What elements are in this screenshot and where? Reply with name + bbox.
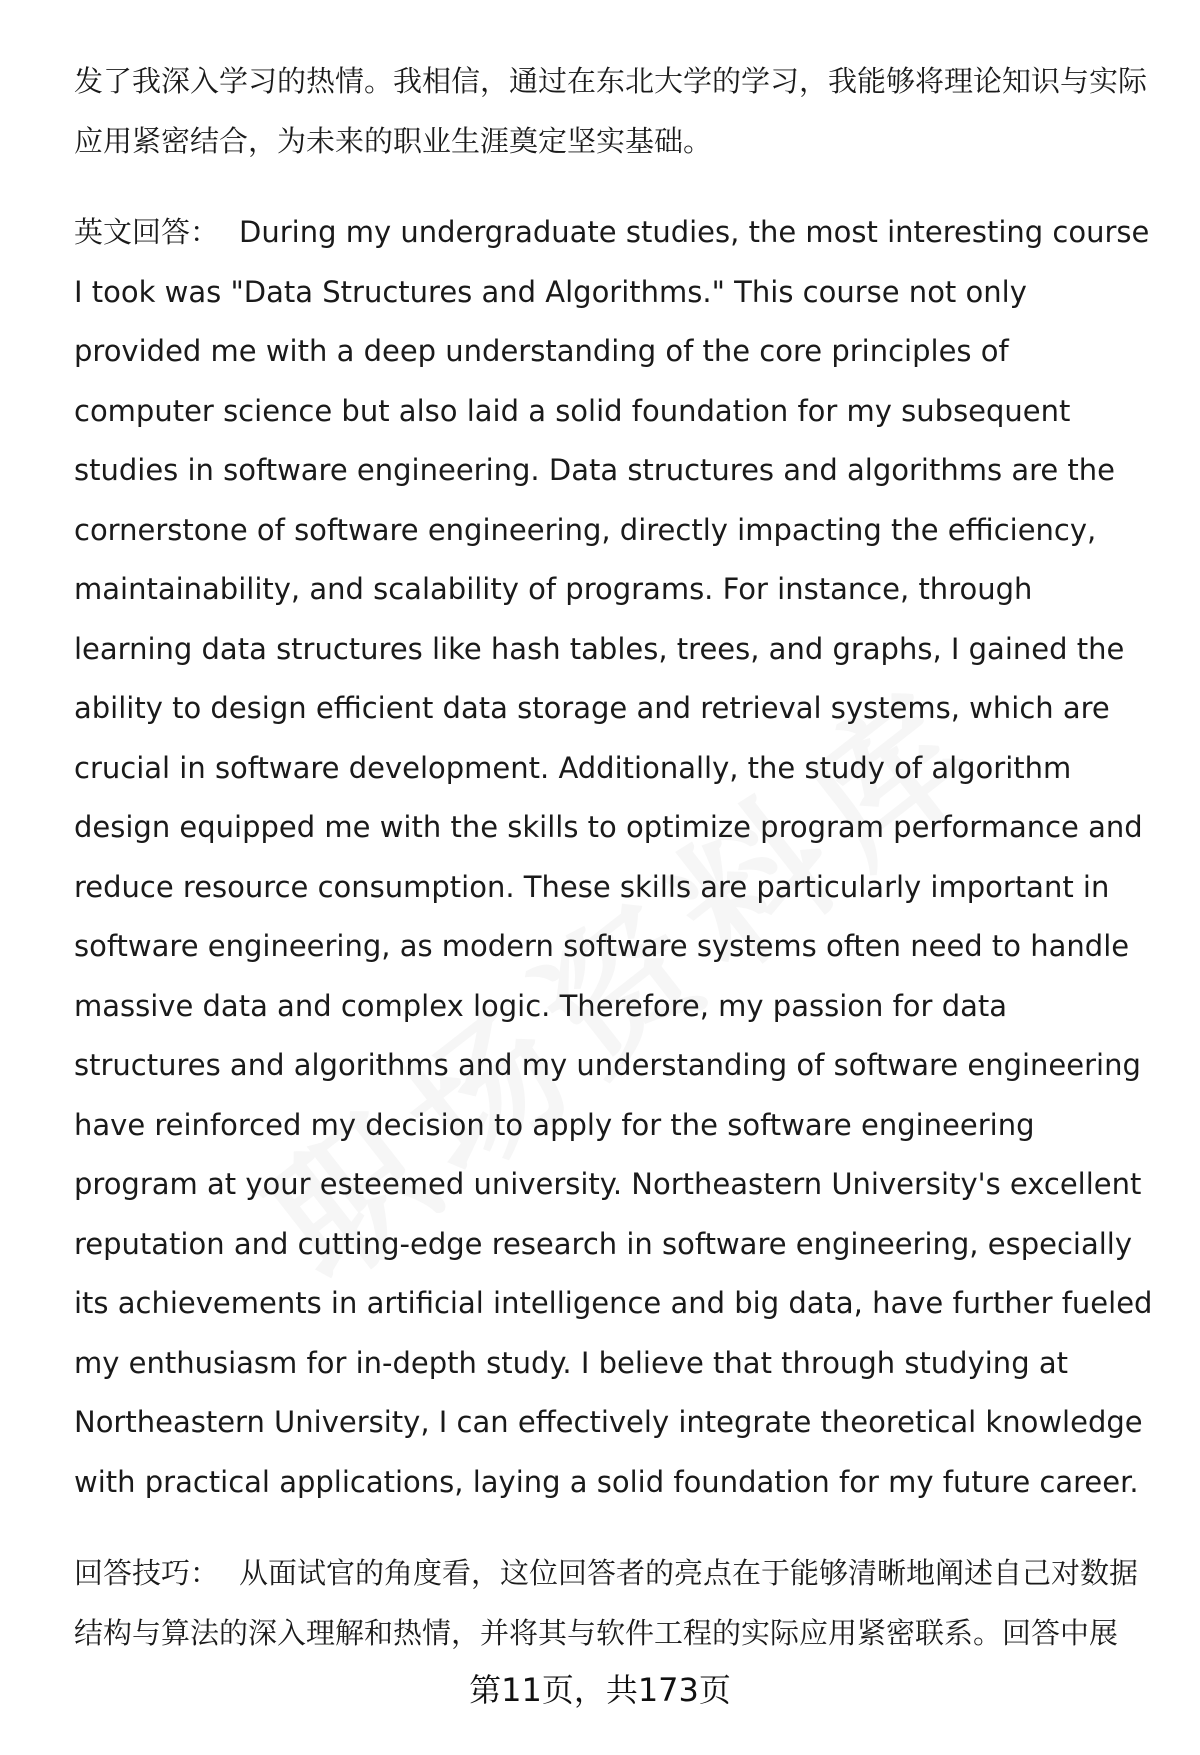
intro-paragraph: 发了我深入学习的热情。我相信，通过在东北大学的学习，我能够将理论知识与实际应用紧密结合，为未来的职业生涯奠定坚实基础。 — [74, 64, 1148, 158]
english-answer-paragraph — [74, 203, 1154, 1512]
answer-tips-label: 回答技巧： — [74, 1556, 220, 1590]
answer-tips-paragraph — [74, 1544, 1154, 1663]
document-page — [74, 52, 1154, 1663]
english-answer-label: 英文回答： — [74, 215, 220, 249]
answer-tips-text: 从面试官的角度看，这位回答者的亮点在于能够清晰地阐述自己对数据结构与算法的深入理解和热情，并将其与软件工程的实际应用紧密联系。回答中展 — [74, 1556, 1139, 1650]
page-number: 第11页，共173页 — [469, 1671, 731, 1709]
english-answer-text: During my undergraduate studies, the most interesting course I took was "Data Structures and Algorithms." This course not only provided me with a deep understanding of the core principles of computer science but also laid a solid foundation for my subsequent studies in software engineering. Data structures and algorithms are the cornerstone of software engineering, directly impacting the efficiency, maintainability, and scalability of programs. For instance, through learning data structures like hash tables, trees, and graphs, I gained the ability to design efficient data storage and retrieval systems, which are crucial in software development. Additionally, the study of algorithm design equipped me with the skills to optimize program performance and reduce resource consumption. These skills are particularly important in software engineering, as modern software systems often need to handle massive data and complex logic. Therefore, my passion for data structures and algorithms and my understanding of software engineering have reinforced my decision to apply for the software engineering program at your esteemed university. Northeastern University's excellent reputation and cutting-edge research in software engineering, especially its achievements in artificial intelligence and big data, have further fueled my enthusiasm for in-depth study. I believe that through studying at Northeastern University, I can effectively integrate theoretical knowledge with practical applications, laying a solid foundation for my future career. — [74, 215, 1153, 1499]
